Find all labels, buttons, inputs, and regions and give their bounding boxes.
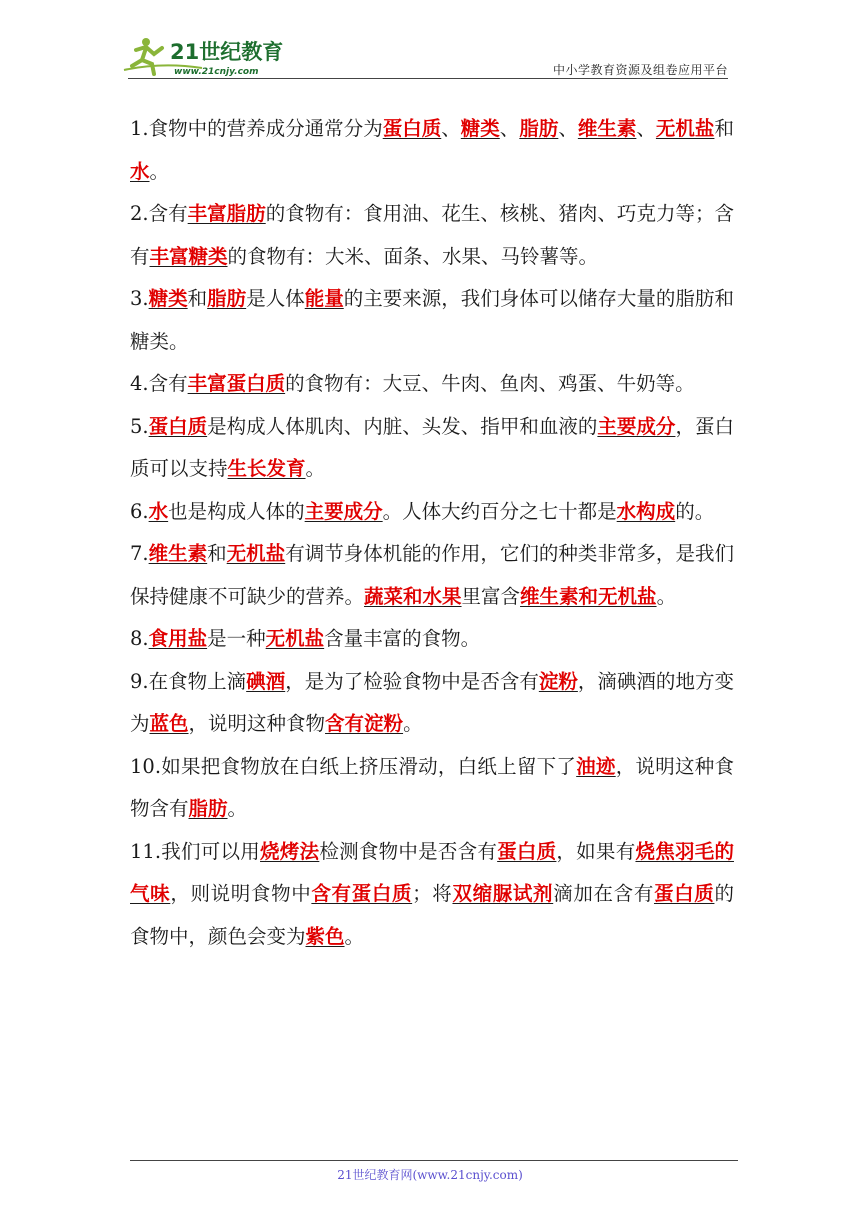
answer-highlight: 维生素和无机盐 bbox=[520, 584, 657, 608]
answer-highlight: 无机盐 bbox=[655, 117, 715, 140]
answer-highlight: 蛋白质 bbox=[497, 839, 557, 863]
text-segment: 、 bbox=[558, 117, 578, 140]
answer-highlight: 水 bbox=[148, 499, 169, 523]
text-segment: 和 bbox=[714, 117, 734, 140]
answer-highlight: 蔬菜和水果 bbox=[364, 584, 462, 608]
answer-highlight: 紫色 bbox=[305, 924, 345, 948]
text-segment: 和 bbox=[207, 542, 227, 565]
answer-highlight: 主要成分 bbox=[304, 499, 383, 523]
text-segment: 。人体大约百分之七十都是 bbox=[382, 499, 617, 523]
text-segment: 、 bbox=[636, 117, 656, 140]
list-item bbox=[130, 363, 734, 406]
answer-highlight: 维生素 bbox=[577, 117, 637, 140]
answer-highlight: 糖类 bbox=[148, 287, 188, 310]
text-segment: 是一种 bbox=[207, 627, 266, 650]
text-segment: 是人体 bbox=[246, 287, 305, 310]
page-footer: 21世纪教育网(www.21cnjy.com) bbox=[337, 1168, 523, 1182]
text-segment: ，如果有 bbox=[556, 839, 636, 863]
text-segment: 8. bbox=[130, 627, 149, 650]
text-segment: ，蛋白质可以支持 bbox=[130, 414, 734, 480]
text-segment: 、 bbox=[499, 117, 520, 140]
svg-text:www.21cnjy.com: www.21cnjy.com bbox=[174, 67, 259, 77]
text-segment: 10.如果把食物放在白纸上挤压滑动，白纸上留下了 bbox=[130, 754, 577, 778]
svg-text:21世纪教育: 21世纪教育 bbox=[170, 40, 284, 64]
answer-highlight: 油迹 bbox=[576, 754, 616, 778]
answer-highlight: 淀粉 bbox=[538, 669, 578, 693]
answer-highlight: 烧烤法 bbox=[260, 839, 320, 863]
text-segment: 里富含 bbox=[461, 584, 521, 608]
header-divider bbox=[128, 78, 728, 79]
list-item bbox=[130, 193, 734, 278]
answer-highlight: 维生素 bbox=[148, 542, 208, 565]
answer-highlight: 食用盐 bbox=[148, 627, 208, 650]
text-segment: 含量丰富的食物。 bbox=[324, 627, 481, 650]
text-segment: 1.食物中的营养成分通常分为 bbox=[130, 117, 383, 140]
list-item bbox=[130, 491, 734, 534]
answer-highlight: 能量 bbox=[304, 287, 344, 310]
text-segment: 的主要来源，我们身体可以储存大量的脂肪和糖类。 bbox=[130, 287, 734, 353]
answer-highlight: 脂肪 bbox=[207, 287, 247, 310]
text-segment: ，说明这种食物 bbox=[188, 712, 326, 735]
answer-highlight: 脂肪 bbox=[188, 797, 228, 820]
answer-highlight: 水 bbox=[130, 159, 150, 183]
list-item bbox=[130, 406, 734, 491]
text-segment: 3. bbox=[130, 287, 149, 310]
text-segment: ，则说明食物中 bbox=[170, 882, 312, 905]
list-item bbox=[130, 278, 734, 363]
text-segment: 4.含有 bbox=[130, 372, 188, 395]
answer-highlight: 脂肪 bbox=[519, 117, 559, 140]
text-segment: 。 bbox=[656, 584, 677, 608]
text-segment: ；将 bbox=[412, 882, 453, 905]
answer-highlight: 蓝色 bbox=[149, 712, 189, 735]
footer-divider bbox=[130, 1160, 738, 1161]
text-segment: 的食物有：食用油、花生、核桃、猪肉、巧克力等；含有 bbox=[130, 202, 734, 268]
text-segment: 也是构成人体的 bbox=[168, 499, 305, 523]
platform-tagline: 中小学教育资源及组卷应用平台 bbox=[552, 63, 728, 77]
text-segment: 9.在食物上滴 bbox=[130, 669, 247, 693]
answer-highlight: 蛋白质 bbox=[653, 882, 715, 905]
answer-highlight: 含有蛋白质 bbox=[311, 882, 413, 905]
list-item bbox=[130, 661, 734, 746]
text-segment: 。 bbox=[344, 924, 365, 948]
list-item bbox=[130, 746, 734, 831]
text-segment: 。 bbox=[403, 712, 423, 735]
answer-highlight: 丰富蛋白质 bbox=[187, 372, 286, 395]
list-item bbox=[130, 618, 734, 661]
text-segment: 11.我们可以用 bbox=[130, 839, 261, 863]
document-body bbox=[130, 108, 734, 958]
list-item bbox=[130, 533, 734, 618]
list-item bbox=[130, 831, 734, 959]
text-segment: 6. bbox=[130, 499, 149, 523]
list-item bbox=[130, 108, 734, 193]
answer-highlight: 碘酒 bbox=[246, 669, 286, 693]
answer-highlight: 糖类 bbox=[460, 117, 500, 140]
text-segment: 滴加在含有 bbox=[553, 882, 654, 905]
answer-highlight: 含有淀粉 bbox=[325, 712, 404, 735]
text-segment: 2.含有 bbox=[130, 202, 188, 225]
text-segment: 是构成人体肌肉、内脏、头发、指甲和血液的 bbox=[207, 414, 598, 438]
text-segment: 的食物有：大米、面条、水果、马铃薯等。 bbox=[227, 244, 599, 268]
text-segment: 7. bbox=[130, 542, 149, 565]
text-segment: 。 bbox=[149, 159, 170, 183]
text-segment: 和 bbox=[187, 287, 208, 310]
text-segment: ，滴碘酒的地方变为 bbox=[130, 669, 734, 735]
text-segment: 。 bbox=[305, 457, 326, 480]
answer-highlight: 生长发育 bbox=[227, 457, 306, 480]
text-segment: 5. bbox=[130, 414, 149, 438]
answer-highlight: 丰富糖类 bbox=[149, 244, 228, 268]
text-segment: 的食物中，颜色会变为 bbox=[130, 882, 734, 948]
text-segment: ，是为了检验食物中是否含有 bbox=[285, 669, 539, 693]
text-segment: 检测食物中是否含有 bbox=[319, 839, 498, 863]
text-segment: 的食物有：大豆、牛肉、鱼肉、鸡蛋、牛奶等。 bbox=[285, 372, 695, 395]
answer-highlight: 烧焦羽毛的气味 bbox=[130, 839, 734, 905]
answer-highlight: 无机盐 bbox=[265, 627, 325, 650]
answer-highlight: 主要成分 bbox=[597, 414, 676, 438]
text-segment: 、 bbox=[441, 117, 461, 140]
text-segment: 的。 bbox=[675, 499, 715, 523]
answer-highlight: 丰富脂肪 bbox=[187, 202, 266, 225]
page-header bbox=[0, 0, 860, 80]
site-logo bbox=[122, 32, 292, 78]
text-segment: 。 bbox=[227, 797, 248, 820]
answer-highlight: 水构成 bbox=[616, 499, 676, 523]
answer-highlight: 无机盐 bbox=[226, 542, 286, 565]
answer-highlight: 蛋白质 bbox=[148, 414, 208, 438]
answer-highlight: 双缩脲试剂 bbox=[452, 882, 554, 905]
text-segment: ，说明这种食物含有 bbox=[130, 754, 734, 820]
text-segment: 有调节身体机能的作用，它们的种类非常多，是我们保持健康不可缺少的营养。 bbox=[130, 542, 734, 608]
answer-highlight: 蛋白质 bbox=[382, 117, 442, 140]
